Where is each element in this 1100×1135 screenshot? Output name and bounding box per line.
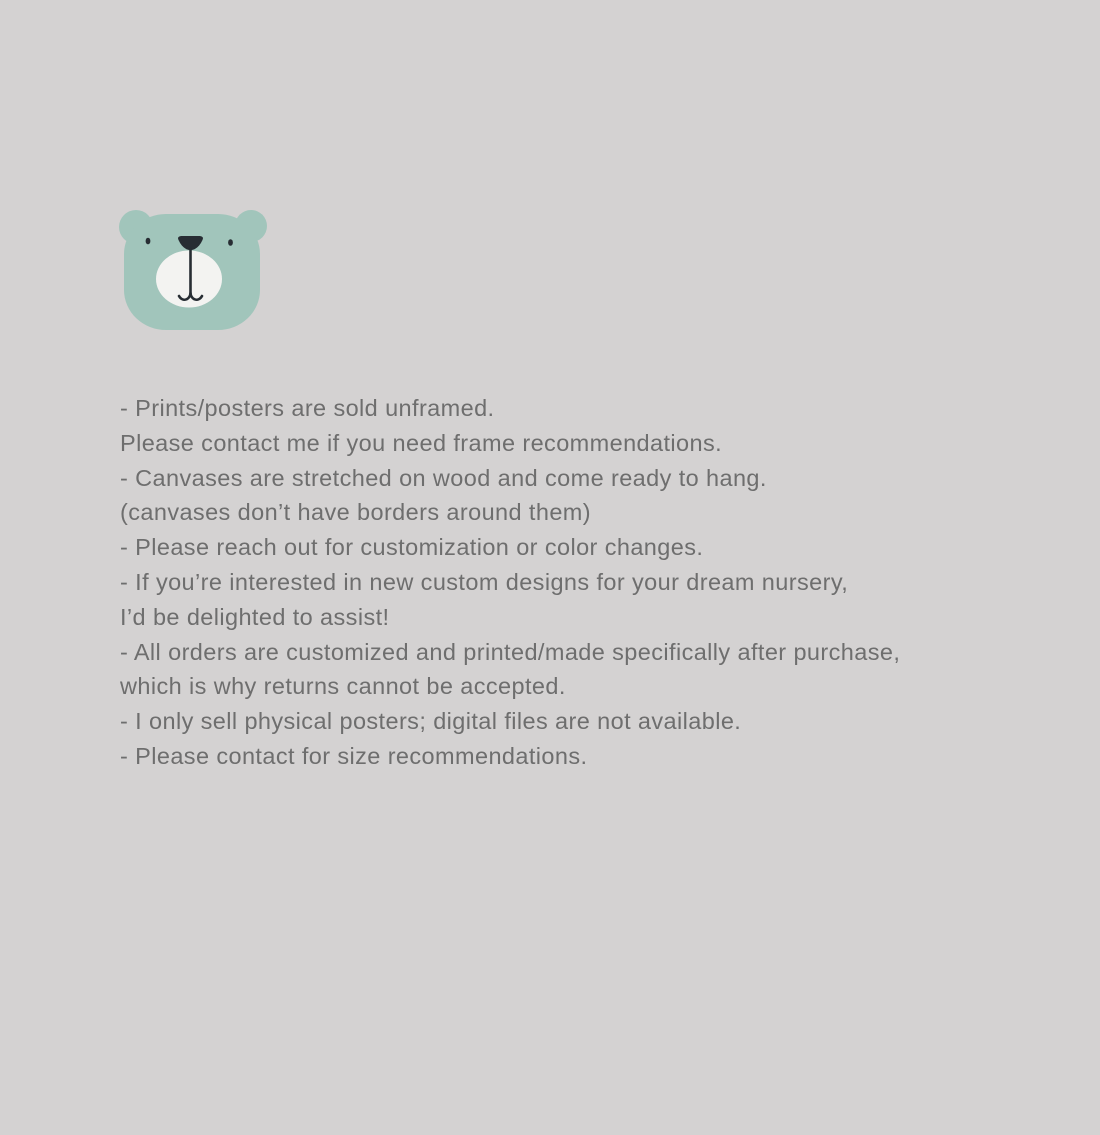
description-line-8: - All orders are customized and printed/made specifically after purchase, xyxy=(120,638,901,665)
description-line-11: - Please contact for size recommendations. xyxy=(120,742,588,769)
description-line-10: - I only sell physical posters; digital files are not available. xyxy=(120,708,742,735)
bear-illustration xyxy=(110,200,280,345)
bear-left-eye-icon xyxy=(146,238,151,245)
description-line-9: which is why returns cannot be accepted. xyxy=(120,673,566,700)
description-line-7: I’d be delighted to assist! xyxy=(120,603,390,630)
description-line-6: - If you’re interested in new custom designs for your dream nursery, xyxy=(120,568,849,595)
bear-right-eye-icon xyxy=(228,239,233,246)
description-text xyxy=(120,391,1080,774)
description-line-4: (canvases don’t have borders around them) xyxy=(120,499,591,526)
description-line-1: - Prints/posters are sold unframed. xyxy=(120,395,495,421)
description-line-2: Please contact me if you need frame recommendations. xyxy=(120,429,723,456)
description-line-3: - Canvases are stretched on wood and come ready to hang. xyxy=(120,464,767,491)
description-line-5: - Please reach out for customization or color changes. xyxy=(120,534,704,561)
